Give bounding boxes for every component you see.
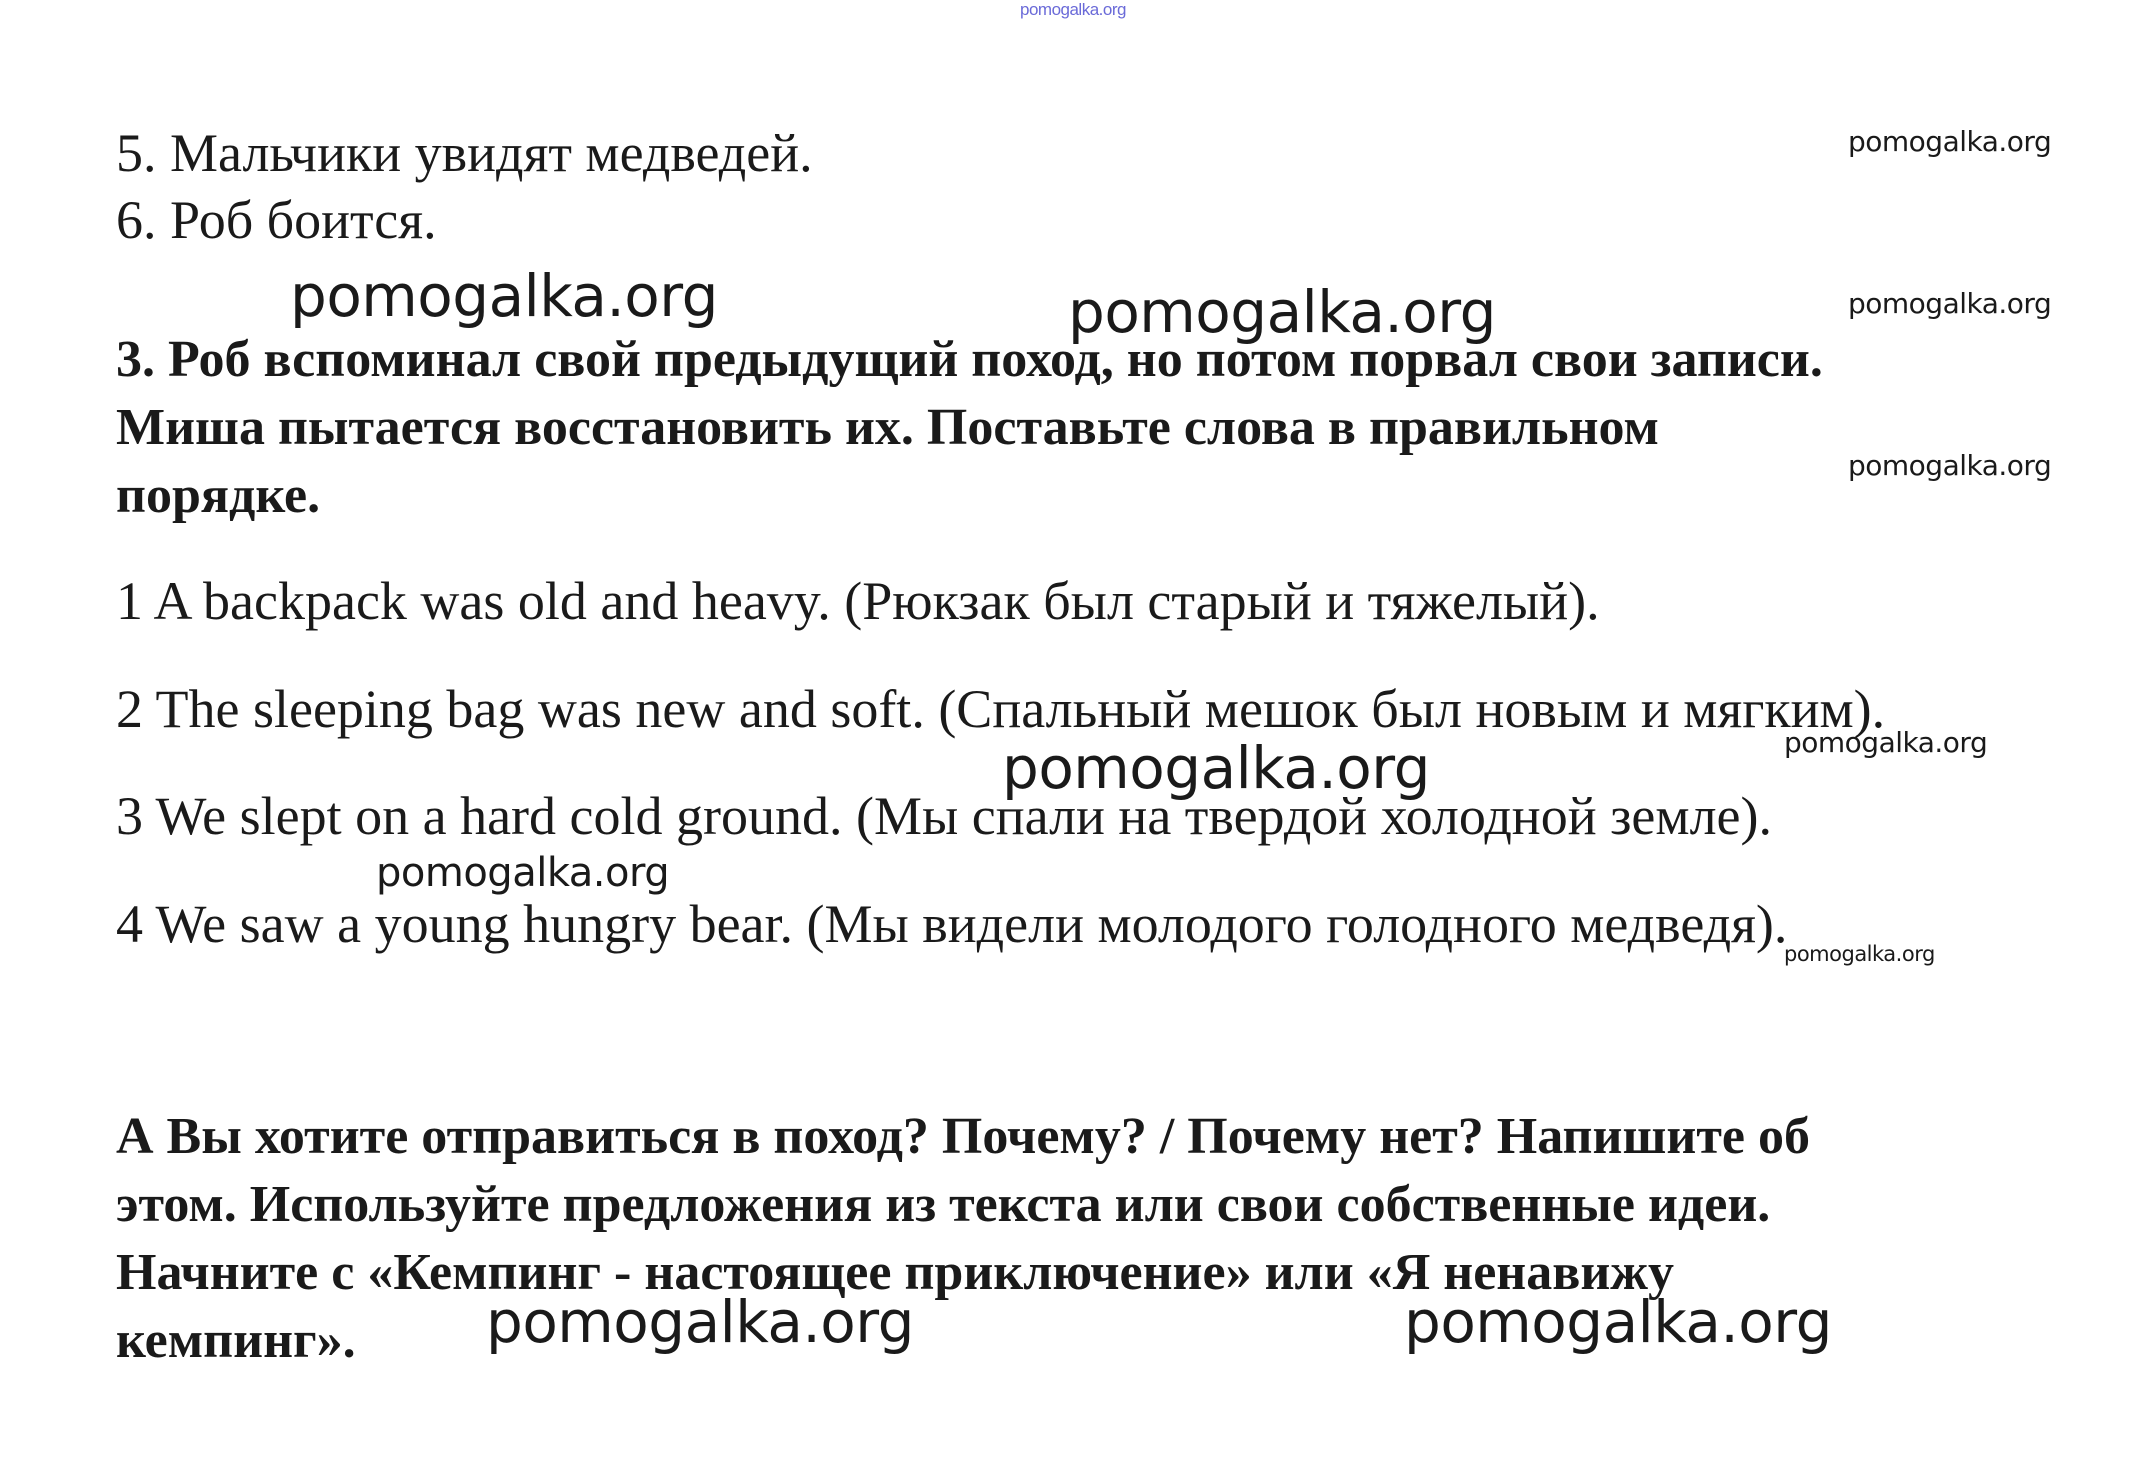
answer-6: 6. Роб боится. — [116, 190, 437, 250]
answer-5: 5. Мальчики увидят медведей. — [116, 123, 813, 183]
task3-title-line-2: Миша пытается восстановить их. Поставьте слова в правильном — [116, 399, 1659, 456]
task3-answer-3: 3 We slept on a hard cold ground. (Мы спали на твердой холодной земле). — [116, 786, 1772, 846]
watermark: pomogalka.org — [1068, 278, 1496, 346]
taskA-line-1: А Вы хотите отправиться в поход? Почему? / Почему нет? Напишите об — [116, 1108, 1810, 1165]
taskA-line-4: кемпинг». — [116, 1312, 356, 1369]
task3-title-line-3: порядке. — [116, 467, 321, 524]
taskA-line-2: этом. Используйте предложения из текста или свои собственные идеи. — [116, 1176, 1771, 1233]
task3-answer-4: 4 We saw a young hungry bear. (Мы видели молодого голодного медведя). — [116, 894, 1788, 954]
watermark: pomogalka.org — [1848, 287, 2052, 320]
watermark: pomogalka.org — [376, 850, 670, 896]
watermark: pomogalka.org — [1002, 734, 1430, 802]
watermark: pomogalka.org — [290, 262, 718, 330]
taskA-line-3: Начните с «Кемпинг - настоящее приключение» или «Я ненавижу — [116, 1244, 1674, 1301]
watermark: pomogalka.org — [1784, 726, 1988, 759]
watermark: pomogalka.org — [1848, 449, 2052, 482]
task3-answer-2: 2 The sleeping bag was new and soft. (Спальный мешок был новым и мягким). — [116, 679, 1886, 739]
watermark: pomogalka.org — [1784, 942, 1935, 966]
task3-answer-1: 1 A backpack was old and heavy. (Рюкзак был старый и тяжелый). — [116, 571, 1600, 631]
watermark: pomogalka.org — [1848, 125, 2052, 158]
task3-title-line-1: 3. Роб вспоминал свой предыдущий поход, но потом порвал свои записи. — [116, 331, 1823, 388]
header-site-link[interactable]: pomogalka.org — [1020, 0, 1126, 19]
watermark: pomogalka.org — [486, 1288, 914, 1356]
watermark: pomogalka.org — [1404, 1288, 1832, 1356]
